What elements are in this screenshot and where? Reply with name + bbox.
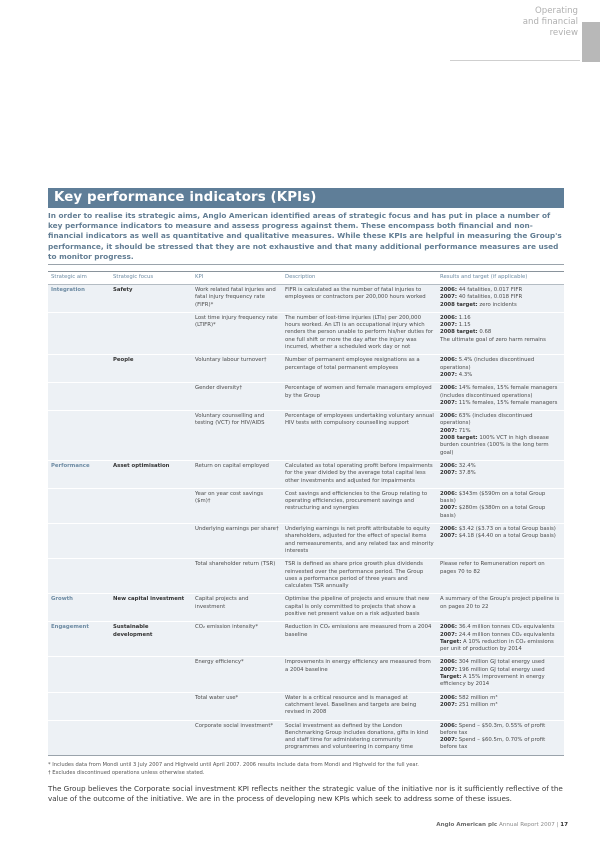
cell-strategic-focus xyxy=(110,411,192,461)
result-value: 100% VCT in high disease burden countries (100% is the long term goal) xyxy=(440,435,549,456)
result-line xyxy=(440,435,561,457)
cell-description: Underlying earnings is net profit attributable to equity shareholders, adjusted for the effect of special items and remeasurements, and any related tax and minority interests xyxy=(282,524,437,559)
table-row xyxy=(48,657,564,692)
result-label: 2006: xyxy=(440,314,458,321)
result-label: 2006: xyxy=(440,490,458,497)
section-tab xyxy=(0,0,600,62)
result-label: 2006: xyxy=(440,659,458,666)
result-label: 2006: xyxy=(440,694,458,701)
cell-strategic-focus xyxy=(110,488,192,523)
cell-strategic-aim xyxy=(48,355,110,383)
result-label: 2008 target: xyxy=(440,435,478,442)
cell-results xyxy=(437,622,564,657)
result-value: $4.18 ($4.40 on a total Group basis) xyxy=(457,533,556,540)
result-label: 2006: xyxy=(440,624,458,631)
cell-strategic-focus: Safety xyxy=(110,285,192,313)
cell-results xyxy=(437,460,564,488)
cell-results xyxy=(437,411,564,461)
cell-strategic-aim: Performance xyxy=(48,460,110,488)
result-label: 2007: xyxy=(440,427,458,434)
result-label: Target: xyxy=(440,638,462,645)
result-value: The ultimate goal of zero harm remains xyxy=(440,336,546,343)
footnotes xyxy=(48,762,568,777)
result-line xyxy=(440,596,561,611)
cell-strategic-aim xyxy=(48,383,110,411)
cell-description: Water is a critical resource and is managed at catchment level. Baselines and targets are being revised in 2008 xyxy=(282,692,437,720)
table-row xyxy=(48,692,564,720)
result-line xyxy=(440,667,561,674)
header-strategic-aim: Strategic aim xyxy=(48,272,110,285)
result-value: 1.15 xyxy=(457,322,471,329)
cell-strategic-focus: People xyxy=(110,355,192,383)
result-value: Please refer to Remuneration report on pages 70 to 82 xyxy=(440,561,545,575)
result-value: 71% xyxy=(457,427,471,434)
result-value: $343m ($590m on a total Group basis) xyxy=(440,490,546,505)
result-value: 32.4% xyxy=(457,462,476,469)
result-value: 14% females, 15% female managers (includes discontinued operations) xyxy=(440,385,558,399)
footer-report: Annual Report 2007 | xyxy=(497,822,561,828)
result-label: 2007: xyxy=(440,701,458,708)
section-tab-block xyxy=(582,22,600,62)
cell-strategic-aim: Engagement xyxy=(48,622,110,657)
cell-kpi: Capital projects and investment xyxy=(192,594,282,622)
section-tab-line: Operating xyxy=(535,6,578,16)
cell-results xyxy=(437,524,564,559)
result-line xyxy=(440,505,561,520)
result-line xyxy=(440,659,561,666)
result-label: 2008 target: xyxy=(440,301,478,308)
cell-kpi: Total shareholder return (TSR) xyxy=(192,559,282,594)
header-description: Description xyxy=(282,272,437,285)
result-label: 2006: xyxy=(440,385,458,392)
result-label: 2007: xyxy=(440,294,458,301)
result-label: 2006: xyxy=(440,357,458,364)
cell-strategic-aim xyxy=(48,720,110,755)
result-value: 196 million GJ total energy used xyxy=(457,666,545,673)
table-row xyxy=(48,355,564,383)
cell-kpi: Lost time injury frequency rate (LTIFR)* xyxy=(192,312,282,354)
kpi-section-title: Key performance indicators (KPIs) xyxy=(54,190,317,205)
cell-description: Percentage of employees undertaking voluntary annual HIV tests with compulsory counselling support xyxy=(282,411,437,461)
cell-strategic-aim xyxy=(48,312,110,354)
result-label: 2006: xyxy=(440,462,458,469)
result-value: A summary of the Group's project pipeline is on pages 20 to 22 xyxy=(440,596,560,610)
cell-results xyxy=(437,285,564,313)
result-value: Spend – $60.5m, 0.70% of profit before tax xyxy=(440,737,546,751)
table-row xyxy=(48,411,564,461)
result-label: 2008 target: xyxy=(440,329,478,336)
footnote-asterisk: * Includes data from Mondi until 3 July 2007 and Highveld until April 2007. 2006 results include data from Mondi and Highveld for the full year. xyxy=(48,762,419,768)
cell-description: Social investment as defined by the London Benchmarking Group includes donations, gifts in kind and staff time for administering community programmes and volunteering in company time xyxy=(282,720,437,755)
page-number: 17 xyxy=(560,822,568,828)
result-line xyxy=(440,294,561,301)
cell-strategic-aim xyxy=(48,559,110,594)
result-line xyxy=(440,491,561,506)
result-value: 36.4 million tonnes CO₂ equivalents xyxy=(457,624,555,631)
result-line xyxy=(440,737,561,752)
result-line xyxy=(440,702,561,709)
result-value: 4.3% xyxy=(457,371,473,378)
table-row xyxy=(48,383,564,411)
table-row xyxy=(48,720,564,755)
table-row xyxy=(48,559,564,594)
result-line xyxy=(440,428,561,435)
cell-kpi: Total water use* xyxy=(192,692,282,720)
cell-kpi: Corporate social investment* xyxy=(192,720,282,755)
result-line xyxy=(440,337,561,344)
cell-kpi: Underlying earnings per share† xyxy=(192,524,282,559)
kpi-table xyxy=(48,271,564,756)
result-label: 2007: xyxy=(440,533,458,540)
result-line xyxy=(440,357,561,372)
cell-kpi: Year on year cost savings ($m)† xyxy=(192,488,282,523)
result-line xyxy=(440,632,561,639)
result-line xyxy=(440,329,561,336)
cell-results xyxy=(437,383,564,411)
section-tab-label xyxy=(458,6,578,39)
result-label: 2007: xyxy=(440,737,458,744)
cell-strategic-aim xyxy=(48,411,110,461)
result-value: 0.68 xyxy=(477,329,492,336)
footnote-dagger: † Excludes discontinued operations unless otherwise stated. xyxy=(48,769,205,776)
page-footer xyxy=(436,822,568,828)
result-value: 5.4% (includes discontinued operations) xyxy=(440,357,535,371)
result-line xyxy=(440,533,561,540)
cell-kpi: Gender diversity† xyxy=(192,383,282,411)
result-value: Spend – $50.3m, 0.55% of profit before tax xyxy=(440,722,546,736)
cell-kpi: Energy efficiency* xyxy=(192,657,282,692)
result-line xyxy=(440,639,561,654)
cell-strategic-focus: New capital investment xyxy=(110,594,192,622)
cell-description: Reduction in CO₂ emissions are measured from a 2004 baseline xyxy=(282,622,437,657)
result-label: 2006: xyxy=(440,413,458,420)
cell-strategic-focus xyxy=(110,720,192,755)
result-label: 2006: xyxy=(440,526,458,533)
table-row xyxy=(48,622,564,657)
result-line xyxy=(440,385,561,400)
cell-description: Percentage of women and female managers employed by the Group xyxy=(282,383,437,411)
cell-description: FIFR is calculated as the number of fatal injuries to employees or contractors per 200,000 hours worked xyxy=(282,285,437,313)
footer-company: Anglo American plc xyxy=(436,822,498,828)
result-label: Target: xyxy=(440,674,462,681)
result-label: 2007: xyxy=(440,470,458,477)
cell-strategic-focus xyxy=(110,692,192,720)
result-line xyxy=(440,526,561,533)
header-kpi: KPI xyxy=(192,272,282,285)
cell-results xyxy=(437,355,564,383)
result-value: 251 million m³ xyxy=(457,701,498,708)
cell-strategic-aim xyxy=(48,657,110,692)
result-value: 44 fatalities, 0.017 FIFR xyxy=(457,287,523,293)
table-row xyxy=(48,460,564,488)
kpi-intro-paragraph: In order to realise its strategic aims, Anglo American identified areas of strategic focus and has put in place a number of key performance indicators to measure and assess progress against them. These encompass both financial and non-financial indicators as well as quantitative and qualitative measures. While these KPIs are helpful in measuring the Group's performance, it should be stressed that they are not exhaustive and that many additional performance measures are used to monitor progress. xyxy=(48,211,562,261)
result-line xyxy=(440,287,561,294)
result-line xyxy=(440,695,561,702)
result-line xyxy=(440,302,561,309)
result-line xyxy=(440,561,561,576)
cell-description: Number of permanent employee resignations as a percentage of total permanent employees xyxy=(282,355,437,383)
result-label: 2007: xyxy=(440,666,458,673)
result-line xyxy=(440,674,561,689)
cell-description: Cost savings and efficiencies to the Group relating to operating efficiencies, procurement savings and restructuring and synergies xyxy=(282,488,437,523)
cell-results xyxy=(437,559,564,594)
result-line xyxy=(440,470,561,477)
result-label: 2006: xyxy=(440,722,458,729)
cell-kpi: Return on capital employed xyxy=(192,460,282,488)
cell-results xyxy=(437,657,564,692)
section-tab-line: review xyxy=(549,28,578,38)
result-value: $280m ($380m on a total Group basis) xyxy=(440,505,546,519)
kpi-section-banner xyxy=(48,188,564,208)
cell-strategic-aim xyxy=(48,524,110,559)
cell-strategic-focus: Asset optimisation xyxy=(110,460,192,488)
divider xyxy=(48,264,564,265)
table-row xyxy=(48,594,564,622)
result-label: 2007: xyxy=(440,399,458,406)
cell-description: The number of lost-time injuries (LTIs) per 200,000 hours worked. An LTI is an occupational injury which renders the person unable to perform his/her duties for one full shift or more the day after the injury was incurred, whether a scheduled work day or not xyxy=(282,312,437,354)
cell-strategic-focus xyxy=(110,657,192,692)
cell-description: Optimise the pipeline of projects and ensure that new capital is only committed to projects that show a positive net present value on a risk adjusted basis xyxy=(282,594,437,622)
result-line xyxy=(440,723,561,738)
result-label: 2007: xyxy=(440,371,458,378)
result-line xyxy=(440,372,561,379)
cell-kpi: Voluntary labour turnover† xyxy=(192,355,282,383)
cell-strategic-focus xyxy=(110,312,192,354)
cell-strategic-aim xyxy=(48,488,110,523)
result-value: 11% females, 15% female managers xyxy=(457,399,558,406)
cell-description: Improvements in energy efficiency are measured from a 2004 baseline xyxy=(282,657,437,692)
header-strategic-focus: Strategic focus xyxy=(110,272,192,285)
cell-results xyxy=(437,720,564,755)
result-value: 37.8% xyxy=(457,470,476,477)
result-value: A 15% improvement in energy efficiency by 2014 xyxy=(440,674,545,688)
cell-description: Calculated as total operating profit before impairments for the year divided by the average total capital less other investments and adjusted for impairments xyxy=(282,460,437,488)
result-value: 582 million m³ xyxy=(457,694,498,701)
cell-strategic-focus: Sustainable development xyxy=(110,622,192,657)
table-row xyxy=(48,524,564,559)
table-row xyxy=(48,488,564,523)
cell-kpi: CO₂ emission intensity* xyxy=(192,622,282,657)
cell-strategic-aim xyxy=(48,692,110,720)
result-value: 40 fatalities, 0.018 FIFR xyxy=(457,294,523,301)
result-value: 24.4 million tonnes CO₂ equivalents xyxy=(457,631,555,638)
result-label: 2007: xyxy=(440,631,458,638)
kpi-table-header xyxy=(48,272,564,285)
table-row xyxy=(48,312,564,354)
section-tab-line: and financial xyxy=(522,17,578,27)
result-line xyxy=(440,463,561,470)
closing-paragraph: The Group believes the Corporate social investment KPI reflects neither the strategic value of the initiative nor is it sufficiently reflective of the value of the outcome of the initiative. We are in the process of developing new KPIs which seek to address some of these issues. xyxy=(48,784,563,804)
table-row xyxy=(48,285,564,313)
cell-results xyxy=(437,692,564,720)
header-results: Results and target (if applicable) xyxy=(437,272,564,285)
result-value: 304 million GJ total energy used xyxy=(457,659,545,666)
result-line xyxy=(440,624,561,631)
result-line xyxy=(440,413,561,428)
result-value: A 10% reduction in CO₂ emissions per unit of production by 2014 xyxy=(440,638,554,653)
cell-results xyxy=(437,594,564,622)
result-line xyxy=(440,322,561,329)
result-value: 1.16 xyxy=(457,314,471,321)
result-label: 2007: xyxy=(440,322,458,329)
cell-strategic-focus xyxy=(110,559,192,594)
section-tab-rule xyxy=(450,60,580,61)
cell-strategic-aim: Integration xyxy=(48,285,110,313)
cell-kpi: Voluntary counselling and testing (VCT) for HIV/AIDS xyxy=(192,411,282,461)
result-value: $3.42 ($3.73 on a total Group basis) xyxy=(457,526,556,533)
cell-results xyxy=(437,488,564,523)
result-label: 2006: xyxy=(440,287,458,293)
cell-description: TSR is defined as share price growth plus dividends reinvested over the performance period. The Group uses a performance period of three years and calculates TSR annually xyxy=(282,559,437,594)
result-line xyxy=(440,315,561,322)
cell-strategic-focus xyxy=(110,383,192,411)
result-line xyxy=(440,400,561,407)
cell-strategic-aim: Growth xyxy=(48,594,110,622)
cell-results xyxy=(437,312,564,354)
result-value: zero incidents xyxy=(477,301,517,308)
result-label: 2007: xyxy=(440,505,458,512)
result-value: 63% (includes discontinued operations) xyxy=(440,413,533,427)
cell-kpi: Work related fatal injuries and fatal injury frequency rate (FIFR)* xyxy=(192,285,282,313)
cell-strategic-focus xyxy=(110,524,192,559)
